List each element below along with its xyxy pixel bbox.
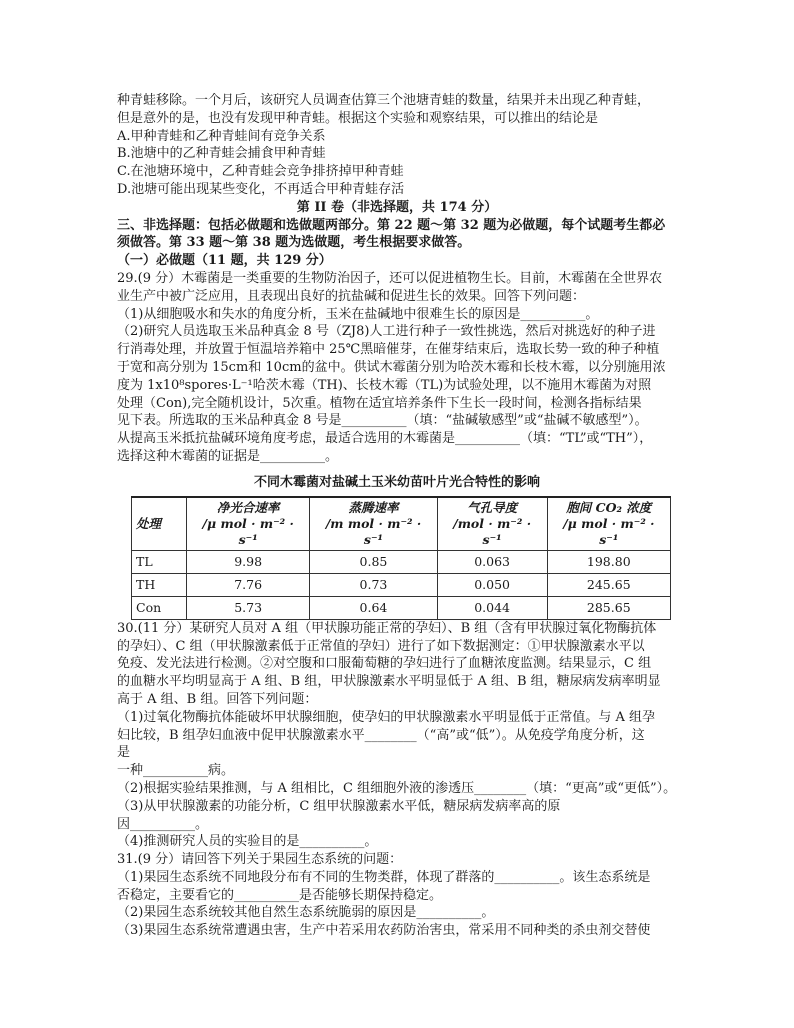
- section-instructions: [117, 217, 677, 270]
- text-line: 因__________。: [117, 816, 209, 832]
- text-line: 行消毒处理，并放置于恒温培养箱中 25℃黑暗催芽，在催芽结束后，选取长势一致的种子种植: [117, 342, 660, 358]
- text-line: 但是意外的是，也没有发现甲种青蛙。根据这个实验和观察结果，可以推出的结论是: [117, 110, 599, 126]
- table-cell: 245.65: [547, 573, 670, 596]
- table-row: [132, 596, 671, 619]
- text-line: 的孕妇）、C 组（甲状腺激素低于正常值的孕妇）进行了如下数据测定：①甲状腺激素水平以: [117, 638, 645, 654]
- text-line: 选择这种木霉菌的证据是__________。: [117, 448, 339, 464]
- text-line: 处理（Con),完全随机设计，5次重。植物在适宜培养条件下生长一段时间，检测各指标结果: [117, 395, 642, 411]
- option-c: C.在池塘环境中，乙种青蛙会竞争排挤掉甲种青蛙: [117, 164, 404, 180]
- header-cell: [310, 497, 437, 551]
- text-line: 是: [117, 745, 131, 761]
- question-29: [117, 270, 677, 466]
- text-line: 从提高玉米抵抗盐碱环境角度考虑，最适合选用的木霉菌是__________（填：“TL”或“TH”），: [117, 431, 653, 447]
- text-line: 度为 1x10⁸spores·L⁻¹哈茨木霉（TH)、长枝木霉（TL)为试验处理，以不施用木霉菌为对照: [117, 377, 652, 393]
- header-cell: [437, 497, 547, 551]
- header-unit: /μ mol · m⁻² · s⁻¹: [563, 515, 655, 547]
- header-label: 气孔导度: [467, 499, 518, 515]
- table-cell: 0.85: [310, 550, 437, 573]
- table-cell: TL: [132, 550, 187, 573]
- table-cell: 0.73: [310, 573, 437, 596]
- table-row: [132, 573, 671, 596]
- header-cell: [187, 497, 310, 551]
- table-cell: 0.063: [437, 550, 547, 573]
- text-line: （1)从细胞吸水和失水的角度分析，玉米在盐碱地中很难生长的原因是__________。: [117, 306, 599, 322]
- text-line: 31.(9 分）请回答下列关于果园生态系统的问题：: [117, 852, 403, 868]
- text-line: （3)果园生态系统常遭遇虫害，生产中若采用农药防治害虫，常采用不同种类的杀虫剂交替使: [117, 923, 651, 939]
- table-cell: TH: [132, 573, 187, 596]
- table-cell: 198.80: [547, 550, 670, 573]
- header-unit: /μ mol · m⁻² · s⁻¹: [202, 515, 294, 547]
- header-cell: [547, 497, 670, 551]
- exam-page: [117, 92, 677, 940]
- table-cell: 285.65: [547, 596, 670, 619]
- text-line: 29.(9 分）木霉菌是一类重要的生物防治因子，还可以促进植物生长。目前，木霉菌在全世界农: [117, 270, 663, 286]
- table-header-row: [132, 497, 671, 551]
- table-cell: 0.044: [437, 596, 547, 619]
- text-line: 种青蛙移除。一个月后，该研究人员调查估算三个池塘青蛙的数量，结果并未出现乙种青蛙，: [117, 93, 651, 108]
- question-30: [117, 620, 677, 851]
- text-line: 一种__________病。: [117, 763, 235, 779]
- text-line: 见下表。所选取的玉米品种真金 8 号是__________（填：“盐碱敏感型”或“盐碱不敏感型”）。: [117, 413, 648, 429]
- text-line: （2)研究人员选取玉米品种真金 8 号（ZJ8)人工进行种子一致性挑选，然后对挑选好的种子进: [117, 324, 656, 340]
- text-line: 于宽和高分别为 15cm和 10cm的盆中。供试木霉菌分别为哈茨木霉和长枝木霉，以分别施用浓: [117, 359, 666, 375]
- subsection-heading: （一）必做题（11 题，共 129 分）: [117, 253, 332, 269]
- table-cell: 9.98: [187, 550, 310, 573]
- section-title: 第 II 卷（非选择题，共 174 分）: [296, 199, 498, 215]
- header-label: 胞间 CO₂ 浓度: [566, 499, 652, 515]
- option-a: A.甲种青蛙和乙种青蛙间有竞争关系: [117, 128, 326, 144]
- option-b: B.池塘中的乙种青蛙会捕食甲种青蛙: [117, 146, 326, 162]
- data-table: [131, 496, 671, 620]
- table-cell: 5.73: [187, 596, 310, 619]
- text-line: 否稳定，主要看它的__________是否能够长期保持稳定。: [117, 887, 443, 903]
- text-line: 30.(11 分）某研究人员对 A 组（甲状腺功能正常的孕妇）、B 组（含有甲状腺过氧化物酶抗体: [117, 620, 657, 636]
- text-line: （1)过氧化物酶抗体能破坏甲状腺细胞，使孕妇的甲状腺激素水平明显低于正常值。与 A 组孕: [117, 709, 655, 725]
- text-line: 免疫、发光法进行检测。②对空腹和口服葡萄糖的孕妇进行了血糖浓度监测。结果显示，C 组: [117, 656, 652, 672]
- header-cell: [132, 497, 187, 551]
- text-line: （1)果园生态系统不同地段分布有不同的生物类群，体现了群落的__________。该生态系统是: [117, 869, 651, 885]
- table-cell: 0.64: [310, 596, 437, 619]
- text-line: （2)果园生态系统较其他自然生态系统脆弱的原因是__________。: [117, 905, 495, 921]
- header-label: 蒸腾速率: [348, 499, 399, 515]
- question-31: [117, 851, 677, 940]
- instruction-line: 三、非选择题：包括必做题和选做题两部分。第 22 题～第 32 题为必做题，每个试题考生都必: [117, 217, 666, 233]
- header-unit: /mol · m⁻² · s⁻¹: [453, 515, 532, 547]
- table-cell: 0.050: [437, 573, 547, 596]
- text-line: 高于 A 组、B 组。回答下列问题：: [117, 691, 318, 707]
- header-unit: /m mol · m⁻² · s⁻¹: [325, 515, 422, 547]
- text-line: （4)推测研究人员的实验目的是__________。: [117, 834, 378, 850]
- text-line: 妇比较，B 组孕妇血液中促甲状腺激素水平________（“高”或“低”）。从免疫学角度分析，这: [117, 727, 645, 743]
- text-line: 的血糖水平均明显高于 A 组、B 组，甲状腺激素水平明显低于 A 组、B 组，糖尿病发病率明显: [117, 674, 661, 690]
- option-d: D.池塘可能出现某些变化，不再适合甲种青蛙存活: [117, 181, 405, 197]
- table-cell: 7.76: [187, 573, 310, 596]
- table-row: [132, 550, 671, 573]
- header-label: 净光合速率: [216, 499, 280, 515]
- text-line: （2)根据实验结果推测，与 A 组相比，C 组细胞外液的渗透压________（填：“更高”或“更低”）。: [117, 780, 677, 796]
- question-28-continuation: [117, 92, 677, 199]
- header-label: 处理: [136, 515, 162, 531]
- table-cell: Con: [132, 596, 187, 619]
- instruction-line: 须做答。第 33 题～第 38 题为选做题，考生根据要求做答。: [117, 235, 471, 251]
- text-line: 业生产中被广泛应用，且表现出良好的抗盐碱和促进生长的效果。回答下列问题：: [117, 288, 586, 304]
- text-line: （3)从甲状腺激素的功能分析，C 组甲状腺激素水平低，糖尿病发病率高的原: [117, 798, 561, 814]
- table-caption: 不同木霉菌对盐碱土玉米幼苗叶片光合特性的影响: [253, 474, 540, 490]
